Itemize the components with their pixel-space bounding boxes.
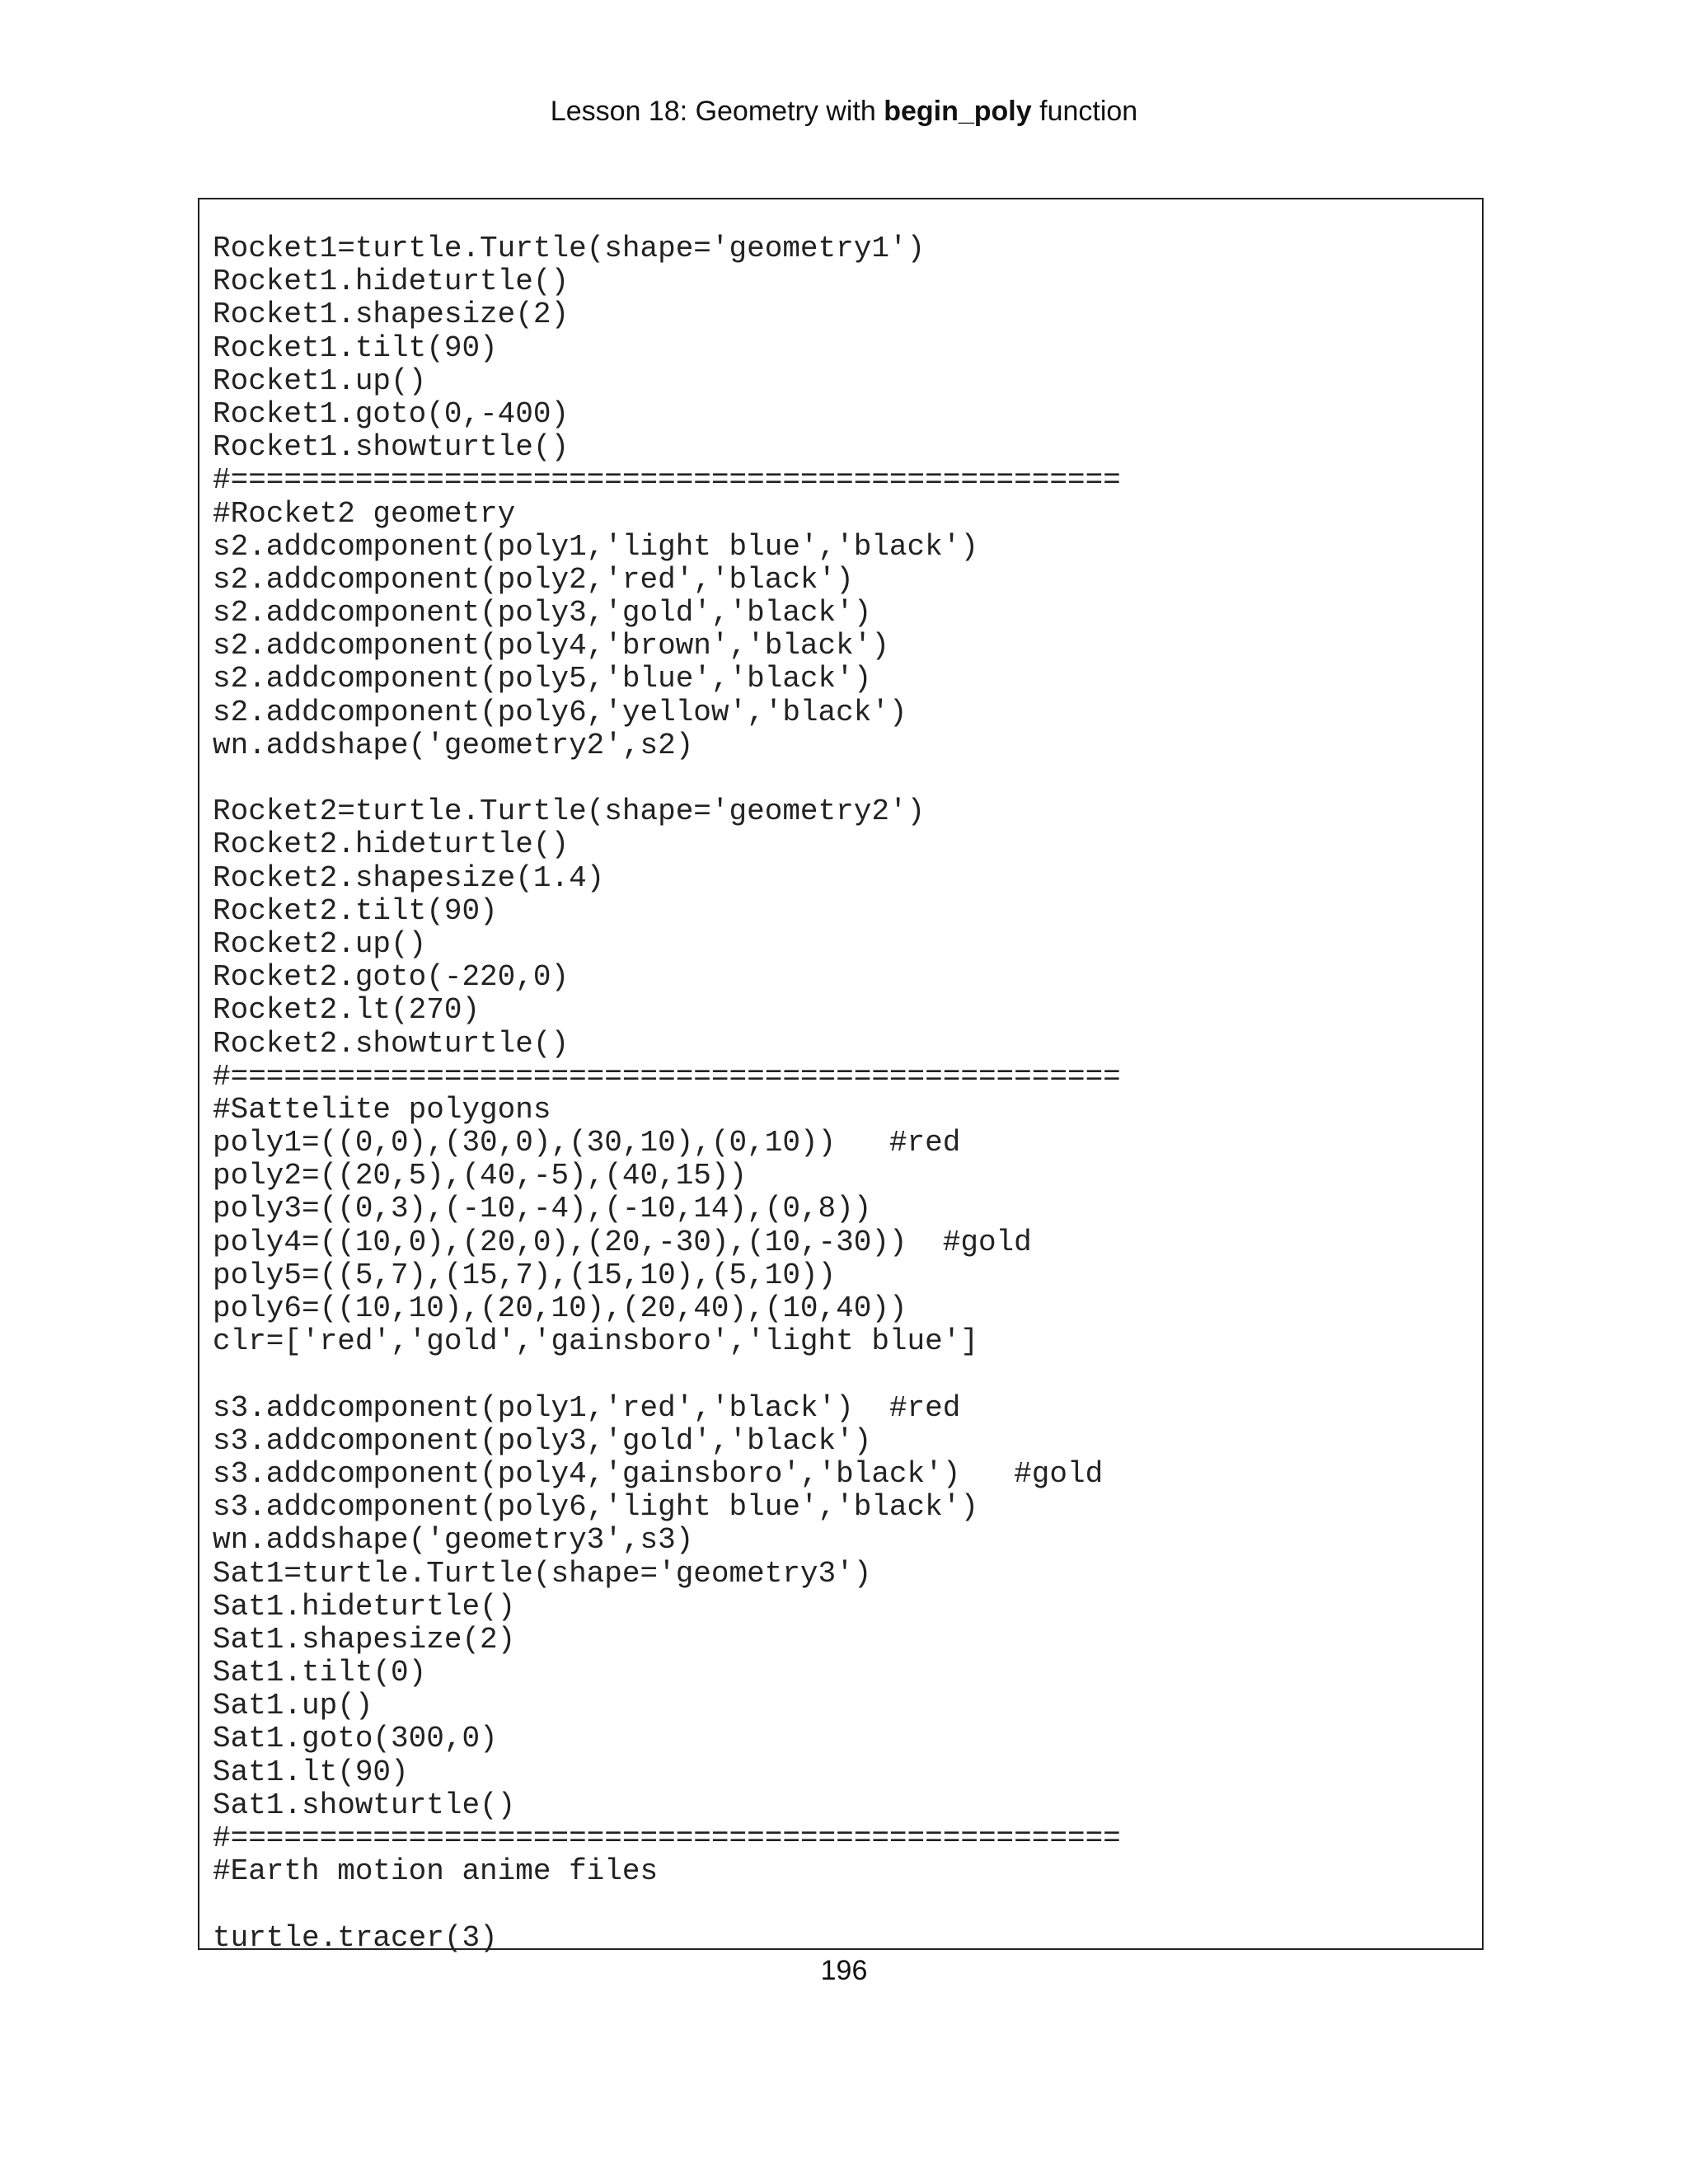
code-line: Rocket2.tilt(90): [213, 893, 498, 928]
code-line: poly1=((0,0),(30,0),(30,10),(0,10)) #red: [213, 1126, 961, 1160]
header-prefix: Lesson 18: Geometry with: [550, 96, 884, 127]
code-line: s2.addcomponent(poly4,'brown','black'): [213, 629, 889, 663]
code-line: Rocket1.shapesize(2): [213, 298, 570, 332]
page-number: 196: [820, 1955, 868, 1986]
code-line: wn.addshape('geometry3',s3): [213, 1523, 694, 1558]
code-line: Rocket1.showturtle(): [213, 430, 570, 465]
code-line: turtle.tracer(3): [213, 1920, 498, 1955]
code-line: Sat1.hideturtle(): [213, 1589, 516, 1624]
code-line: Sat1.up(): [213, 1689, 373, 1723]
code-line: s2.addcomponent(poly3,'gold','black'): [213, 596, 872, 630]
code-line: Sat1.shapesize(2): [213, 1622, 516, 1657]
code-line: Sat1.goto(300,0): [213, 1722, 498, 1756]
code-line: #Rocket2 geometry: [213, 496, 516, 531]
header-suffix: function: [1031, 96, 1138, 127]
code-line: Rocket2.hideturtle(): [213, 827, 570, 862]
code-line: Sat1.showturtle(): [213, 1788, 516, 1822]
code-line: Rocket1.goto(0,-400): [213, 396, 570, 431]
page-header: [0, 96, 1688, 128]
code-line: [213, 1888, 1121, 1921]
code-line: Rocket2.shapesize(1.4): [213, 860, 605, 895]
code-line: Rocket2.goto(-220,0): [213, 960, 570, 995]
code-line: s3.addcomponent(poly4,'gainsboro','black') #gold: [213, 1456, 1104, 1491]
code-line: Rocket2=turtle.Turtle(shape='geometry2'): [213, 794, 926, 829]
code-line: s2.addcomponent(poly2,'red','black'): [213, 562, 854, 597]
code-line: Sat1.tilt(0): [213, 1656, 427, 1690]
code-line: #==================================================: [213, 463, 1121, 498]
code-line: Rocket1=turtle.Turtle(shape='geometry1'): [213, 232, 926, 265]
code-line: poly5=((5,7),(15,7),(15,10),(5,10)): [213, 1258, 837, 1292]
code-line: Rocket1.hideturtle(): [213, 265, 570, 299]
code-line: Sat1=turtle.Turtle(shape='geometry3'): [213, 1556, 872, 1591]
code-line: Rocket1.up(): [213, 363, 427, 398]
code-line: poly4=((10,0),(20,0),(20,-30),(10,-30)) #gold: [213, 1225, 1032, 1259]
code-line: s2.addcomponent(poly6,'yellow','black'): [213, 695, 907, 729]
code-line: #==================================================: [213, 1059, 1121, 1094]
code-line: [213, 1358, 1121, 1391]
code-line: poly3=((0,3),(-10,-4),(-10,14),(0,8)): [213, 1192, 872, 1226]
code-line: Rocket1.tilt(90): [213, 330, 498, 365]
code-line: Rocket2.showturtle(): [213, 1026, 570, 1061]
header-bold-function-name: begin_poly: [884, 96, 1032, 127]
code-line: #Earth motion anime files: [213, 1854, 659, 1889]
code-line: s3.addcomponent(poly1,'red','black') #red: [213, 1390, 961, 1425]
code-line: poly2=((20,5),(40,-5),(40,15)): [213, 1159, 748, 1193]
code-line: [213, 762, 1121, 795]
code-block: [213, 232, 1121, 1955]
code-line: poly6=((10,10),(20,10),(20,40),(10,40)): [213, 1291, 907, 1325]
code-line: s3.addcomponent(poly3,'gold','black'): [213, 1423, 872, 1458]
code-line: Sat1.lt(90): [213, 1755, 409, 1789]
code-line: Rocket2.lt(270): [213, 993, 481, 1028]
code-line: s2.addcomponent(poly5,'blue','black'): [213, 662, 872, 696]
code-line: wn.addshape('geometry2',s2): [213, 728, 694, 762]
code-line: s2.addcomponent(poly1,'light blue','black'): [213, 529, 978, 564]
code-line: s3.addcomponent(poly6,'light blue','black'): [213, 1490, 978, 1525]
code-line: #==================================================: [213, 1821, 1121, 1855]
code-line: clr=['red','gold','gainsboro','light blue']: [213, 1324, 978, 1359]
code-line: Rocket2.up(): [213, 926, 427, 961]
code-line: #Sattelite polygons: [213, 1092, 551, 1127]
